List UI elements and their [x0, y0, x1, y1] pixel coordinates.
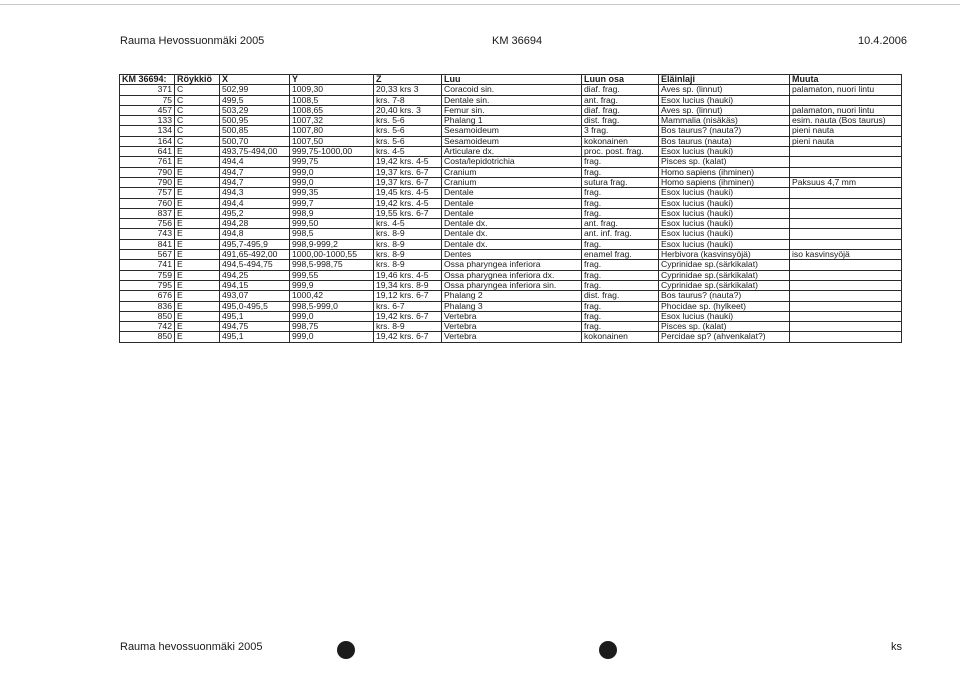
column-header-bone: Luu	[442, 75, 582, 85]
cell-species: Bos taurus? (nauta?)	[659, 291, 790, 301]
cell-x: 495,1	[220, 311, 290, 321]
cell-notes	[790, 322, 902, 332]
cell-bone: Phalang 2	[442, 291, 582, 301]
cell-x: 494,15	[220, 280, 290, 290]
cell-z: krs. 4-5	[374, 219, 442, 229]
cell-bone-part: ant. frag.	[582, 95, 659, 105]
column-header-species: Eläinlaji	[659, 75, 790, 85]
cell-cairn: E	[175, 311, 220, 321]
column-header-bone-part: Luun osa	[582, 75, 659, 85]
cell-km-number: 567	[120, 250, 175, 260]
cell-x: 494,3	[220, 188, 290, 198]
cell-species: Esox lucius (hauki)	[659, 208, 790, 218]
cell-z: krs. 8-9	[374, 260, 442, 270]
cell-x: 500,85	[220, 126, 290, 136]
cell-notes	[790, 260, 902, 270]
cell-x: 494,28	[220, 219, 290, 229]
cell-notes: pieni nauta	[790, 126, 902, 136]
cell-bone: Sesamoideum	[442, 126, 582, 136]
cell-z: krs. 8-9	[374, 239, 442, 249]
cell-species: Bos taurus (nauta)	[659, 136, 790, 146]
cell-cairn: E	[175, 147, 220, 157]
cell-x: 494,4	[220, 157, 290, 167]
cell-z: krs. 5-6	[374, 116, 442, 126]
cell-km-number: 790	[120, 177, 175, 187]
cell-species: Cyprinidae sp.(särkikalat)	[659, 280, 790, 290]
cell-notes: esim. nauta (Bos taurus)	[790, 116, 902, 126]
cell-km-number: 676	[120, 291, 175, 301]
column-header-km-number: KM 36694:	[120, 75, 175, 85]
cell-km-number: 133	[120, 116, 175, 126]
table-row	[120, 322, 902, 332]
table-row	[120, 239, 902, 249]
header-site: Rauma Hevossuonmäki 2005	[120, 35, 265, 47]
cell-bone: Vertebra	[442, 322, 582, 332]
cell-bone: Cranium	[442, 167, 582, 177]
table-row	[120, 208, 902, 218]
cell-bone-part: frag.	[582, 198, 659, 208]
cell-bone: Ossa pharyngea inferiora sin.	[442, 280, 582, 290]
column-header-notes: Muuta	[790, 75, 902, 85]
cell-bone-part: kokonainen	[582, 332, 659, 342]
table-row	[120, 280, 902, 290]
table-row	[120, 116, 902, 126]
table-row	[120, 250, 902, 260]
cell-y: 999,75	[290, 157, 374, 167]
cell-z: 20,33 krs 3	[374, 85, 442, 95]
cell-x: 494,5-494,75	[220, 260, 290, 270]
cell-species: Pisces sp. (kalat)	[659, 322, 790, 332]
table-row	[120, 105, 902, 115]
cell-y: 1009,30	[290, 85, 374, 95]
cell-bone: Ossa pharygnea inferiora dx.	[442, 270, 582, 280]
cell-bone-part: ant. frag.	[582, 219, 659, 229]
cell-species: Esox lucius (hauki)	[659, 311, 790, 321]
cell-bone: Vertebra	[442, 311, 582, 321]
cell-y: 999,0	[290, 177, 374, 187]
cell-cairn: E	[175, 229, 220, 239]
cell-bone-part: frag.	[582, 270, 659, 280]
cell-z: 19,45 krs. 4-5	[374, 188, 442, 198]
cell-y: 998,75	[290, 322, 374, 332]
cell-km-number: 742	[120, 322, 175, 332]
cell-z: krs. 7-8	[374, 95, 442, 105]
cell-cairn: E	[175, 291, 220, 301]
cell-y: 998,5	[290, 229, 374, 239]
cell-x: 494,7	[220, 167, 290, 177]
cell-km-number: 164	[120, 136, 175, 146]
cell-z: krs. 5-6	[374, 126, 442, 136]
cell-z: krs. 5-6	[374, 136, 442, 146]
top-rule	[0, 4, 960, 5]
table-row	[120, 311, 902, 321]
punch-hole-right	[599, 641, 617, 659]
cell-x: 493,75-494,00	[220, 147, 290, 157]
header-date: 10.4.2006	[858, 35, 907, 47]
cell-notes	[790, 188, 902, 198]
cell-bone: Sesamoideum	[442, 136, 582, 146]
cell-y: 999,0	[290, 167, 374, 177]
cell-bone: Dentes	[442, 250, 582, 260]
cell-bone-part: frag.	[582, 260, 659, 270]
cell-y: 998,5-998,75	[290, 260, 374, 270]
cell-species: Homo sapiens (ihminen)	[659, 167, 790, 177]
cell-z: 19,37 krs. 6-7	[374, 167, 442, 177]
cell-z: 19,46 krs. 4-5	[374, 270, 442, 280]
table-row	[120, 167, 902, 177]
cell-bone: Vertebra	[442, 332, 582, 342]
cell-cairn: E	[175, 188, 220, 198]
cell-cairn: E	[175, 219, 220, 229]
cell-species: Cyprinidae sp.(särkikalat)	[659, 270, 790, 280]
cell-notes	[790, 167, 902, 177]
cell-x: 502,99	[220, 85, 290, 95]
cell-cairn: E	[175, 332, 220, 342]
cell-species: Pisces sp. (kalat)	[659, 157, 790, 167]
cell-cairn: E	[175, 239, 220, 249]
cell-species: Herbivora (kasvinsyöjä)	[659, 250, 790, 260]
cell-bone-part: 3 frag.	[582, 126, 659, 136]
cell-bone: Phalang 1	[442, 116, 582, 126]
cell-km-number: 756	[120, 219, 175, 229]
cell-cairn: E	[175, 208, 220, 218]
cell-notes: iso kasvinsyöjä	[790, 250, 902, 260]
cell-bone-part: frag.	[582, 301, 659, 311]
cell-y: 1007,80	[290, 126, 374, 136]
cell-bone-part: frag.	[582, 280, 659, 290]
cell-km-number: 134	[120, 126, 175, 136]
cell-bone-part: frag.	[582, 322, 659, 332]
cell-species: Aves sp. (linnut)	[659, 105, 790, 115]
footer-initials: ks	[891, 641, 902, 653]
cell-bone: Dentale	[442, 198, 582, 208]
cell-notes	[790, 239, 902, 249]
cell-cairn: E	[175, 322, 220, 332]
cell-z: 19,42 krs. 6-7	[374, 311, 442, 321]
cell-y: 999,7	[290, 198, 374, 208]
cell-x: 494,75	[220, 322, 290, 332]
cell-bone: Articulare dx.	[442, 147, 582, 157]
table-row	[120, 219, 902, 229]
cell-km-number: 850	[120, 311, 175, 321]
cell-km-number: 850	[120, 332, 175, 342]
cell-y: 999,0	[290, 311, 374, 321]
cell-bone: Costa/lepidotrichia	[442, 157, 582, 167]
cell-x: 495,7-495,9	[220, 239, 290, 249]
table-row	[120, 332, 902, 342]
cell-z: 19,42 krs. 4-5	[374, 157, 442, 167]
cell-cairn: C	[175, 116, 220, 126]
table-row	[120, 157, 902, 167]
cell-cairn: C	[175, 95, 220, 105]
cell-km-number: 760	[120, 198, 175, 208]
cell-y: 1007,32	[290, 116, 374, 126]
cell-cairn: C	[175, 85, 220, 95]
cell-y: 999,9	[290, 280, 374, 290]
cell-z: 19,37 krs. 6-7	[374, 177, 442, 187]
cell-cairn: E	[175, 260, 220, 270]
cell-bone-part: diaf. frag.	[582, 85, 659, 95]
cell-y: 998,9	[290, 208, 374, 218]
column-header-z: Z	[374, 75, 442, 85]
footer-site: Rauma hevossuonmäki 2005	[120, 641, 263, 653]
cell-x: 500,70	[220, 136, 290, 146]
table-row	[120, 95, 902, 105]
cell-y: 999,50	[290, 219, 374, 229]
cell-notes	[790, 270, 902, 280]
cell-bone: Dentale dx.	[442, 219, 582, 229]
cell-z: 20,40 krs. 3	[374, 105, 442, 115]
cell-cairn: E	[175, 157, 220, 167]
cell-x: 495,1	[220, 332, 290, 342]
cell-bone-part: frag.	[582, 157, 659, 167]
cell-notes	[790, 229, 902, 239]
cell-x: 494,7	[220, 177, 290, 187]
cell-km-number: 761	[120, 157, 175, 167]
cell-x: 494,25	[220, 270, 290, 280]
cell-bone: Dentale sin.	[442, 95, 582, 105]
cell-y: 999,0	[290, 332, 374, 342]
cell-species: Esox lucius (hauki)	[659, 147, 790, 157]
cell-bone-part: frag.	[582, 239, 659, 249]
column-header-x: X	[220, 75, 290, 85]
table-body	[120, 85, 902, 342]
cell-cairn: C	[175, 126, 220, 136]
cell-cairn: C	[175, 136, 220, 146]
cell-y: 999,35	[290, 188, 374, 198]
cell-species: Phocidae sp. (hylkeet)	[659, 301, 790, 311]
cell-y: 1007,50	[290, 136, 374, 146]
cell-z: krs. 8-9	[374, 322, 442, 332]
cell-bone: Phalang 3	[442, 301, 582, 311]
cell-bone: Femur sin.	[442, 105, 582, 115]
cell-species: Percidae sp? (ahvenkalat?)	[659, 332, 790, 342]
cell-y: 1008,65	[290, 105, 374, 115]
cell-x: 499,5	[220, 95, 290, 105]
column-header-cairn: Röykkiö	[175, 75, 220, 85]
table-row	[120, 147, 902, 157]
cell-km-number: 836	[120, 301, 175, 311]
cell-km-number: 795	[120, 280, 175, 290]
cell-x: 491,65-492,00	[220, 250, 290, 260]
cell-notes	[790, 301, 902, 311]
table-header-row	[120, 75, 902, 85]
cell-cairn: E	[175, 301, 220, 311]
cell-species: Esox lucius (hauki)	[659, 239, 790, 249]
cell-bone-part: frag.	[582, 208, 659, 218]
cell-notes: Paksuus 4,7 mm	[790, 177, 902, 187]
punch-hole-left	[337, 641, 355, 659]
cell-z: 19,42 krs. 6-7	[374, 332, 442, 342]
cell-species: Bos taurus? (nauta?)	[659, 126, 790, 136]
cell-bone: Dentale	[442, 188, 582, 198]
cell-species: Homo sapiens (ihminen)	[659, 177, 790, 187]
cell-bone: Cranium	[442, 177, 582, 187]
cell-notes	[790, 198, 902, 208]
cell-z: 19,42 krs. 4-5	[374, 198, 442, 208]
table-row	[120, 198, 902, 208]
cell-cairn: E	[175, 270, 220, 280]
cell-bone-part: sutura frag.	[582, 177, 659, 187]
cell-bone-part: frag.	[582, 188, 659, 198]
cell-notes	[790, 332, 902, 342]
cell-cairn: E	[175, 250, 220, 260]
cell-cairn: E	[175, 280, 220, 290]
cell-y: 1008,5	[290, 95, 374, 105]
cell-km-number: 790	[120, 167, 175, 177]
cell-x: 493,07	[220, 291, 290, 301]
cell-bone: Ossa pharyngea inferiora	[442, 260, 582, 270]
cell-cairn: E	[175, 177, 220, 187]
cell-bone-part: frag.	[582, 167, 659, 177]
cell-y: 1000,00-1000,55	[290, 250, 374, 260]
cell-y: 1000,42	[290, 291, 374, 301]
cell-x: 494,4	[220, 198, 290, 208]
cell-z: krs. 6-7	[374, 301, 442, 311]
cell-species: Esox lucius (hauki)	[659, 229, 790, 239]
cell-bone-part: frag.	[582, 311, 659, 321]
cell-km-number: 741	[120, 260, 175, 270]
cell-bone-part: proc. post. frag.	[582, 147, 659, 157]
cell-km-number: 457	[120, 105, 175, 115]
cell-km-number: 371	[120, 85, 175, 95]
cell-bone-part: diaf. frag.	[582, 105, 659, 115]
cell-x: 503,29	[220, 105, 290, 115]
cell-z: krs. 4-5	[374, 147, 442, 157]
cell-species: Aves sp. (linnut)	[659, 85, 790, 95]
table-row	[120, 136, 902, 146]
cell-species: Esox lucius (hauki)	[659, 219, 790, 229]
cell-bone-part: kokonainen	[582, 136, 659, 146]
cell-notes: palamaton, nuori lintu	[790, 105, 902, 115]
cell-bone: Dentale dx.	[442, 239, 582, 249]
cell-bone-part: dist. frag.	[582, 116, 659, 126]
cell-bone: Dentale dx.	[442, 229, 582, 239]
table-row	[120, 85, 902, 95]
column-header-y: Y	[290, 75, 374, 85]
cell-z: 19,55 krs. 6-7	[374, 208, 442, 218]
cell-x: 500,95	[220, 116, 290, 126]
cell-km-number: 641	[120, 147, 175, 157]
cell-notes	[790, 311, 902, 321]
cell-species: Esox lucius (hauki)	[659, 188, 790, 198]
cell-notes	[790, 147, 902, 157]
cell-bone: Dentale	[442, 208, 582, 218]
bone-finds-table	[119, 74, 902, 343]
cell-species: Esox lucius (hauki)	[659, 95, 790, 105]
cell-notes	[790, 95, 902, 105]
cell-x: 495,2	[220, 208, 290, 218]
cell-notes	[790, 291, 902, 301]
cell-bone-part: dist. frag.	[582, 291, 659, 301]
cell-km-number: 841	[120, 239, 175, 249]
table-row	[120, 270, 902, 280]
cell-notes	[790, 280, 902, 290]
header-catalogue-number: KM 36694	[492, 35, 543, 47]
cell-notes: palamaton, nuori lintu	[790, 85, 902, 95]
cell-cairn: E	[175, 167, 220, 177]
cell-y: 998,5-999,0	[290, 301, 374, 311]
cell-km-number: 75	[120, 95, 175, 105]
cell-notes	[790, 157, 902, 167]
cell-z: krs. 8-9	[374, 250, 442, 260]
cell-km-number: 837	[120, 208, 175, 218]
cell-notes	[790, 208, 902, 218]
cell-km-number: 743	[120, 229, 175, 239]
cell-bone-part: ant. inf. frag.	[582, 229, 659, 239]
cell-cairn: C	[175, 105, 220, 115]
cell-bone-part: enamel frag.	[582, 250, 659, 260]
table-row	[120, 260, 902, 270]
cell-notes: pieni nauta	[790, 136, 902, 146]
cell-z: 19,12 krs. 6-7	[374, 291, 442, 301]
table-row	[120, 301, 902, 311]
cell-km-number: 757	[120, 188, 175, 198]
table-row	[120, 126, 902, 136]
cell-y: 999,55	[290, 270, 374, 280]
table-row	[120, 188, 902, 198]
cell-species: Mammalia (nisäkäs)	[659, 116, 790, 126]
cell-cairn: E	[175, 198, 220, 208]
cell-z: 19,34 krs. 8-9	[374, 280, 442, 290]
table-row	[120, 291, 902, 301]
cell-x: 494,8	[220, 229, 290, 239]
cell-species: Cyprinidae sp.(särkikalat)	[659, 260, 790, 270]
cell-bone: Coracoid sin.	[442, 85, 582, 95]
cell-z: krs. 8-9	[374, 229, 442, 239]
cell-km-number: 759	[120, 270, 175, 280]
table-row	[120, 229, 902, 239]
cell-species: Esox lucius (hauki)	[659, 198, 790, 208]
table-row	[120, 177, 902, 187]
cell-y: 998,9-999,2	[290, 239, 374, 249]
cell-notes	[790, 219, 902, 229]
cell-x: 495,0-495,5	[220, 301, 290, 311]
cell-y: 999,75-1000,00	[290, 147, 374, 157]
